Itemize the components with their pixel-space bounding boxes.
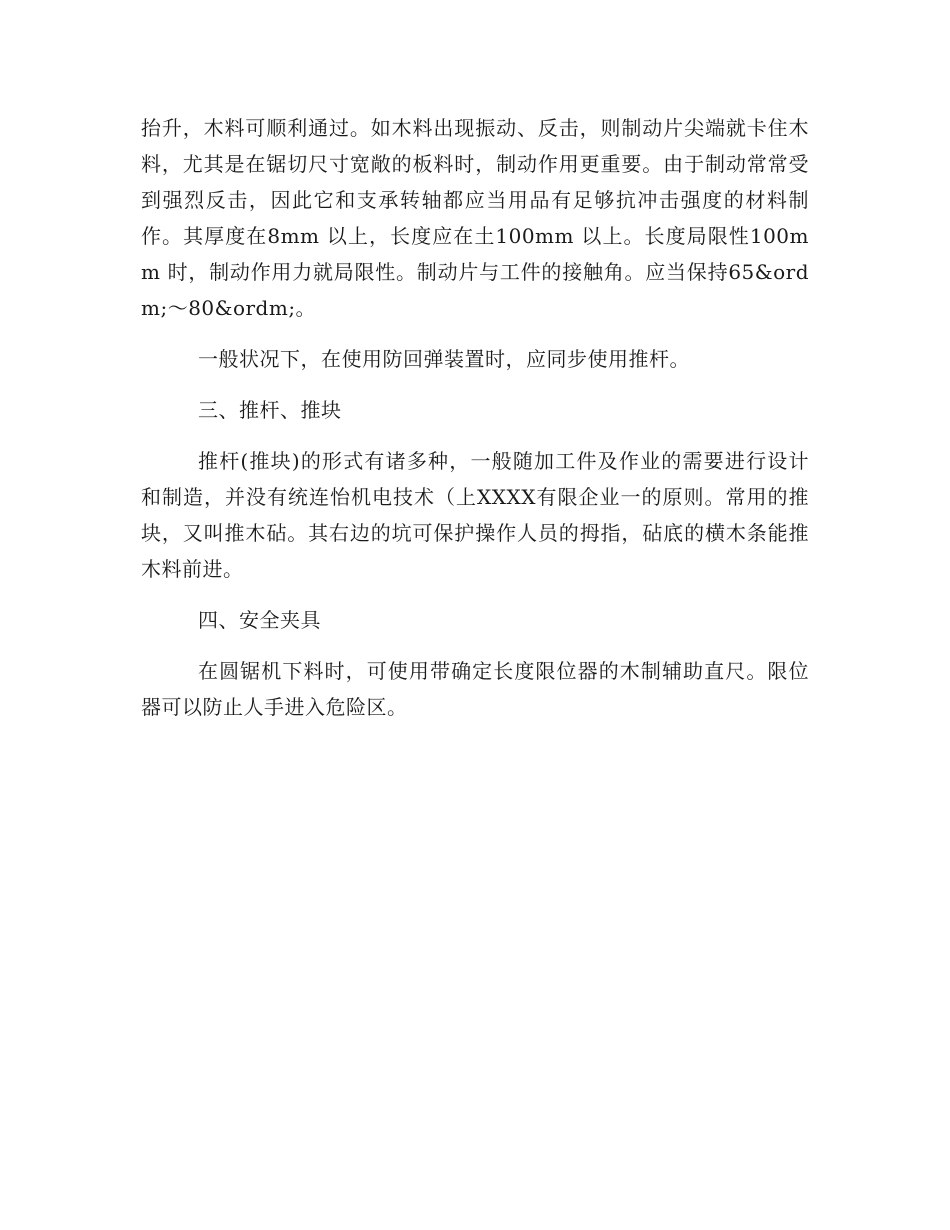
section-heading-push-stick: 三、推杆、推块 [198, 398, 342, 422]
document-body [141, 110, 809, 740]
paragraph-safety-fixture: 在圆锯机下料时，可使用带确定长度限位器的木制辅助直尺。限位器可以防止人手进入危险区。 [141, 659, 809, 719]
section-heading-safety-fixture: 四、安全夹具 [198, 608, 321, 632]
paragraph-brake-plate: 抬升，木料可顺利通过。如木料出现振动、反击，则制动片尖端就卡住木料，尤其是在锯切尺寸宽敞的板料时，制动作用更重要。由于制动常常受到强烈反击，因此它和支承转轴都应当用品有足够抗冲击强度的材料制作。其厚度在8mm 以上，长度应在土100mm 以上。长度局限性100mm 时，制动作用力就局限性。制动片与工件的接触角。应当保持65&ordm;～80&ordm;。 [141, 116, 809, 320]
paragraph-push-stick: 推杆(推块)的形式有诸多种，一般随加工件及作业的需要进行设计和制造，并没有统连怡机电技术（上XXXX有限企业一的原则。常用的推块，又叫推木砧。其右边的坑可保护操作人员的拇指，砧底的横木条能推木料前进。 [141, 449, 809, 581]
paragraph-anti-rebound: 一般状况下，在使用防回弹装置时，应同步使用推杆。 [198, 347, 690, 371]
